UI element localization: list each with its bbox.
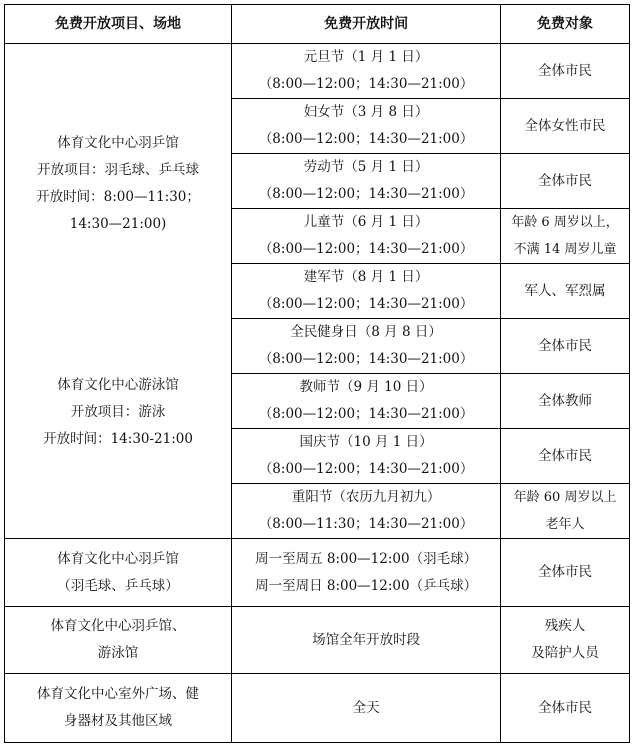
holiday-time-cell (232, 374, 501, 429)
venue-line: （羽毛球、乒乓球） (57, 577, 179, 594)
venue-line: 身器材及其他区域 (64, 713, 173, 729)
venue-cell (5, 539, 232, 607)
holiday-time-cell (232, 99, 501, 154)
table-row (5, 539, 630, 607)
target-line: 及陪护人员 (531, 645, 599, 661)
venue-line: 体育文化中心室外广场、健 (37, 686, 200, 702)
time-line: 场馆全年开放时段 (312, 631, 421, 648)
holiday-name: 元旦节（1 月 1 日） (303, 49, 429, 65)
venue-line: 体育文化中心羽乒馆 (57, 550, 179, 567)
holiday-time: （8:00—12:00；14:30—21:00） (258, 186, 474, 202)
time-line: 周一至周五 8:00—12:00（羽毛球） (255, 550, 478, 567)
venue-badminton (5, 130, 231, 238)
target-cell (501, 607, 630, 674)
holiday-name: 建军节（8 月 1 日） (303, 269, 429, 285)
holiday-time: （8:00—12:00；14:30—21:00） (258, 241, 474, 257)
time-cell (232, 607, 501, 674)
venue-swimming-items: 开放项目：游泳 (70, 403, 166, 420)
free-opening-table (4, 4, 630, 743)
header-row (5, 5, 630, 44)
holiday-time-cell (232, 44, 501, 99)
holiday-time-cell (232, 264, 501, 319)
time-cell (232, 674, 501, 743)
holiday-time-cell (232, 429, 501, 484)
holiday-name: 全民健身日（8 月 8 日） (290, 324, 442, 340)
venue-swimming-name: 体育文化中心游泳馆 (57, 376, 179, 393)
venue-badminton-items: 开放项目：羽毛球、乒乓球 (37, 161, 200, 178)
venue-line: 游泳馆 (97, 645, 139, 661)
table-row (5, 44, 630, 99)
holiday-time-cell (232, 484, 501, 539)
holiday-target: 全体市民 (538, 172, 593, 189)
table-row (5, 607, 630, 674)
holiday-name: 劳动节（5 月 1 日） (303, 159, 429, 175)
holiday-target: 全体市民 (538, 337, 593, 354)
holiday-target-cell (501, 484, 630, 539)
holiday-target-cell (501, 319, 630, 374)
header-target: 免费对象 (501, 5, 630, 44)
holiday-time-cell (232, 319, 501, 374)
time-cell (232, 539, 501, 607)
venue-cell (5, 674, 232, 743)
holiday-target-cell (501, 99, 630, 154)
venue-cell-merged (5, 44, 232, 539)
venue-cell (5, 607, 232, 674)
holiday-time-cell (232, 209, 501, 264)
target-cell (501, 674, 630, 743)
target-line: 全体市民 (538, 699, 593, 716)
holiday-name: 教师节（9 月 10 日） (299, 379, 433, 395)
target-cell (501, 539, 630, 607)
table-row (5, 674, 630, 743)
holiday-target-cell (501, 264, 630, 319)
holiday-target-cell (501, 429, 630, 484)
holiday-time: （8:00—12:00；14:30—21:00） (258, 351, 474, 367)
venue-swimming-hours: 开放时间：14:30-21:00 (43, 430, 193, 447)
holiday-target-line2: 不满 14 周岁儿童 (513, 242, 617, 257)
venue-badminton-hours: 开放时间：8:00—11:30； (36, 188, 200, 205)
holiday-target: 年龄 60 周岁以上 (513, 490, 617, 505)
holiday-time-cell (232, 154, 501, 209)
header-venue: 免费开放项目、场地 (5, 5, 232, 44)
target-line: 残疾人 (544, 618, 586, 634)
holiday-time: （8:00—12:00；14:30—21:00） (258, 406, 474, 422)
holiday-target: 全体女性市民 (524, 117, 606, 134)
venue-line: 体育文化中心羽乒馆、 (50, 618, 186, 634)
holiday-name: 儿童节（6 月 1 日） (303, 214, 429, 230)
holiday-target-cell (501, 44, 630, 99)
holiday-target-cell (501, 374, 630, 429)
holiday-target: 全体市民 (538, 447, 593, 464)
target-line: 全体市民 (538, 564, 593, 580)
holiday-name: 重阳节（农历九月初九） (291, 489, 441, 505)
holiday-time: （8:00—11:30；14:30—21:00） (258, 516, 474, 532)
venue-badminton-hours2: 14:30—21:00) (69, 215, 167, 232)
holiday-target: 军人、军烈属 (524, 282, 606, 299)
header-time: 免费开放时间 (232, 5, 501, 44)
time-line: 全天 (352, 699, 380, 716)
venue-swimming (5, 372, 231, 453)
holiday-name: 妇女节（3 月 8 日） (303, 104, 429, 120)
venue-badminton-name: 体育文化中心羽乒馆 (57, 134, 179, 151)
holiday-target-cell (501, 154, 630, 209)
holiday-time: （8:00—12:00；14:30—21:00） (258, 461, 474, 477)
holiday-target: 全体教师 (538, 392, 593, 409)
holiday-name: 国庆节（10 月 1 日） (299, 434, 433, 450)
holiday-time: （8:00—12:00；14:30—21:00） (258, 296, 474, 312)
holiday-time: （8:00—12:00；14:30—21:00） (258, 131, 474, 147)
holiday-target: 年龄 6 周岁以上， (511, 215, 619, 230)
time-line: 周一至周日 8:00—12:00（乒乓球） (255, 577, 478, 594)
holiday-target-line2: 老年人 (545, 517, 585, 532)
holiday-time: （8:00—12:00；14:30—21:00） (258, 76, 474, 92)
holiday-target-cell (501, 209, 630, 264)
holiday-target: 全体市民 (538, 62, 593, 79)
